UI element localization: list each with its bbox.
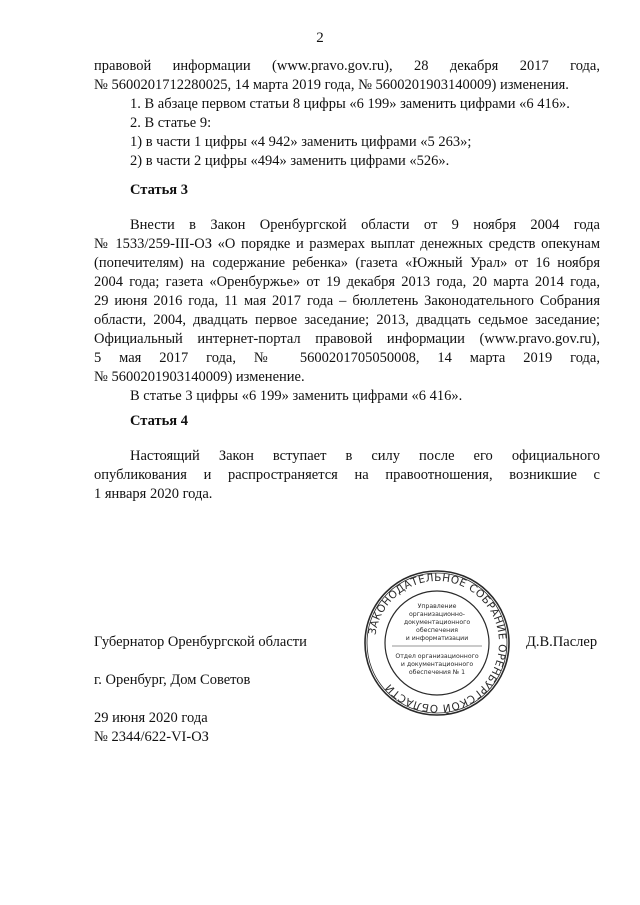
stamp-inner-line-4: обеспечения [416, 627, 458, 634]
item-1: 1. В абзаце первом статьи 8 цифры «6 199» заменить цифрами «6 416». [130, 96, 570, 112]
item-2-1: 1) в части 1 цифры «4 942» заменить цифрами «5 263»; [130, 134, 472, 150]
article-3-line-7: Официальный интернет-портал правовой информации (www.pravo.gov.ru), [94, 331, 600, 347]
article-3-line-3: (попечителям) на содержание ребенка» (газета «Южный Урал» от 16 ноября [94, 255, 600, 271]
stamp-inner-line-8: обеспечения № 1 [408, 669, 466, 676]
stamp-inner-line-1: Управление [417, 603, 457, 610]
article-3-line-5: 29 июня 2016 года, 11 мая 2017 года – бюллетень Законодательного Собрания [94, 293, 600, 309]
article-3-heading: Статья 3 [130, 182, 188, 198]
item-2: 2. В статье 9: [130, 115, 212, 131]
article-3-line-8: 5 мая 2017 года, № 5600201705050008, 14 марта 2019 года, [94, 350, 600, 366]
stamp-outer-text: ЗАКОНОДАТЕЛЬНОЕ СОБРАНИЕ ОРЕНБУРГСКОЙ ОБЛАСТИ [366, 571, 509, 715]
law-number: № 2344/622-VI-ОЗ [94, 729, 209, 745]
article-4-line-1: Настоящий Закон вступает в силу после его официального [130, 448, 600, 464]
governor-title: Губернатор Оренбургской области [94, 634, 307, 650]
signing-date: 29 июня 2020 года [94, 710, 208, 726]
stamp-inner-line-7: и документационного [400, 661, 474, 668]
intro-line-2: № 5600201712280025, 14 марта 2019 года, № 5600201903140009) изменения. [94, 77, 569, 93]
official-stamp-seal [362, 568, 512, 718]
stamp-inner-line-3: документационного [403, 619, 471, 626]
stamp-inner-line-5: и информатизации [405, 635, 469, 642]
article-3-line-9: № 5600201903140009) изменение. [94, 369, 305, 385]
article-4-line-3: 1 января 2020 года. [94, 486, 213, 502]
article-3-closing: В статье 3 цифры «6 199» заменить цифрами «6 416». [130, 388, 463, 404]
stamp-inner-line-6: Отдел организационного [395, 653, 479, 660]
article-4-line-2: опубликования и распространяется на правоотношения, возникшие с [94, 467, 600, 483]
intro-line-1: правовой информации (www.pravo.gov.ru), 28 декабря 2017 года, [94, 58, 600, 74]
article-3-line-6: области, 2004, двадцать первое заседание; 2013, двадцать седьмое заседание; [94, 312, 600, 328]
governor-name: Д.В.Паслер [526, 634, 598, 650]
article-3-line-1: Внести в Закон Оренбургской области от 9 ноября 2004 года [130, 217, 600, 233]
article-3-line-4: 2004 года; газета «Оренбуржье» от 19 декабря 2013 года, 20 марта 2014 года, [94, 274, 600, 290]
item-2-2: 2) в части 2 цифры «494» заменить цифрами «526». [130, 153, 450, 169]
article-4-heading: Статья 4 [130, 413, 188, 429]
stamp-inner-line-2: организационно- [408, 611, 466, 618]
page-number: 2 [316, 30, 324, 46]
signing-place: г. Оренбург, Дом Советов [94, 672, 251, 688]
article-3-line-2: № 1533/259-III-ОЗ «О порядке и размерах выплат денежных средств опекунам [94, 236, 600, 252]
